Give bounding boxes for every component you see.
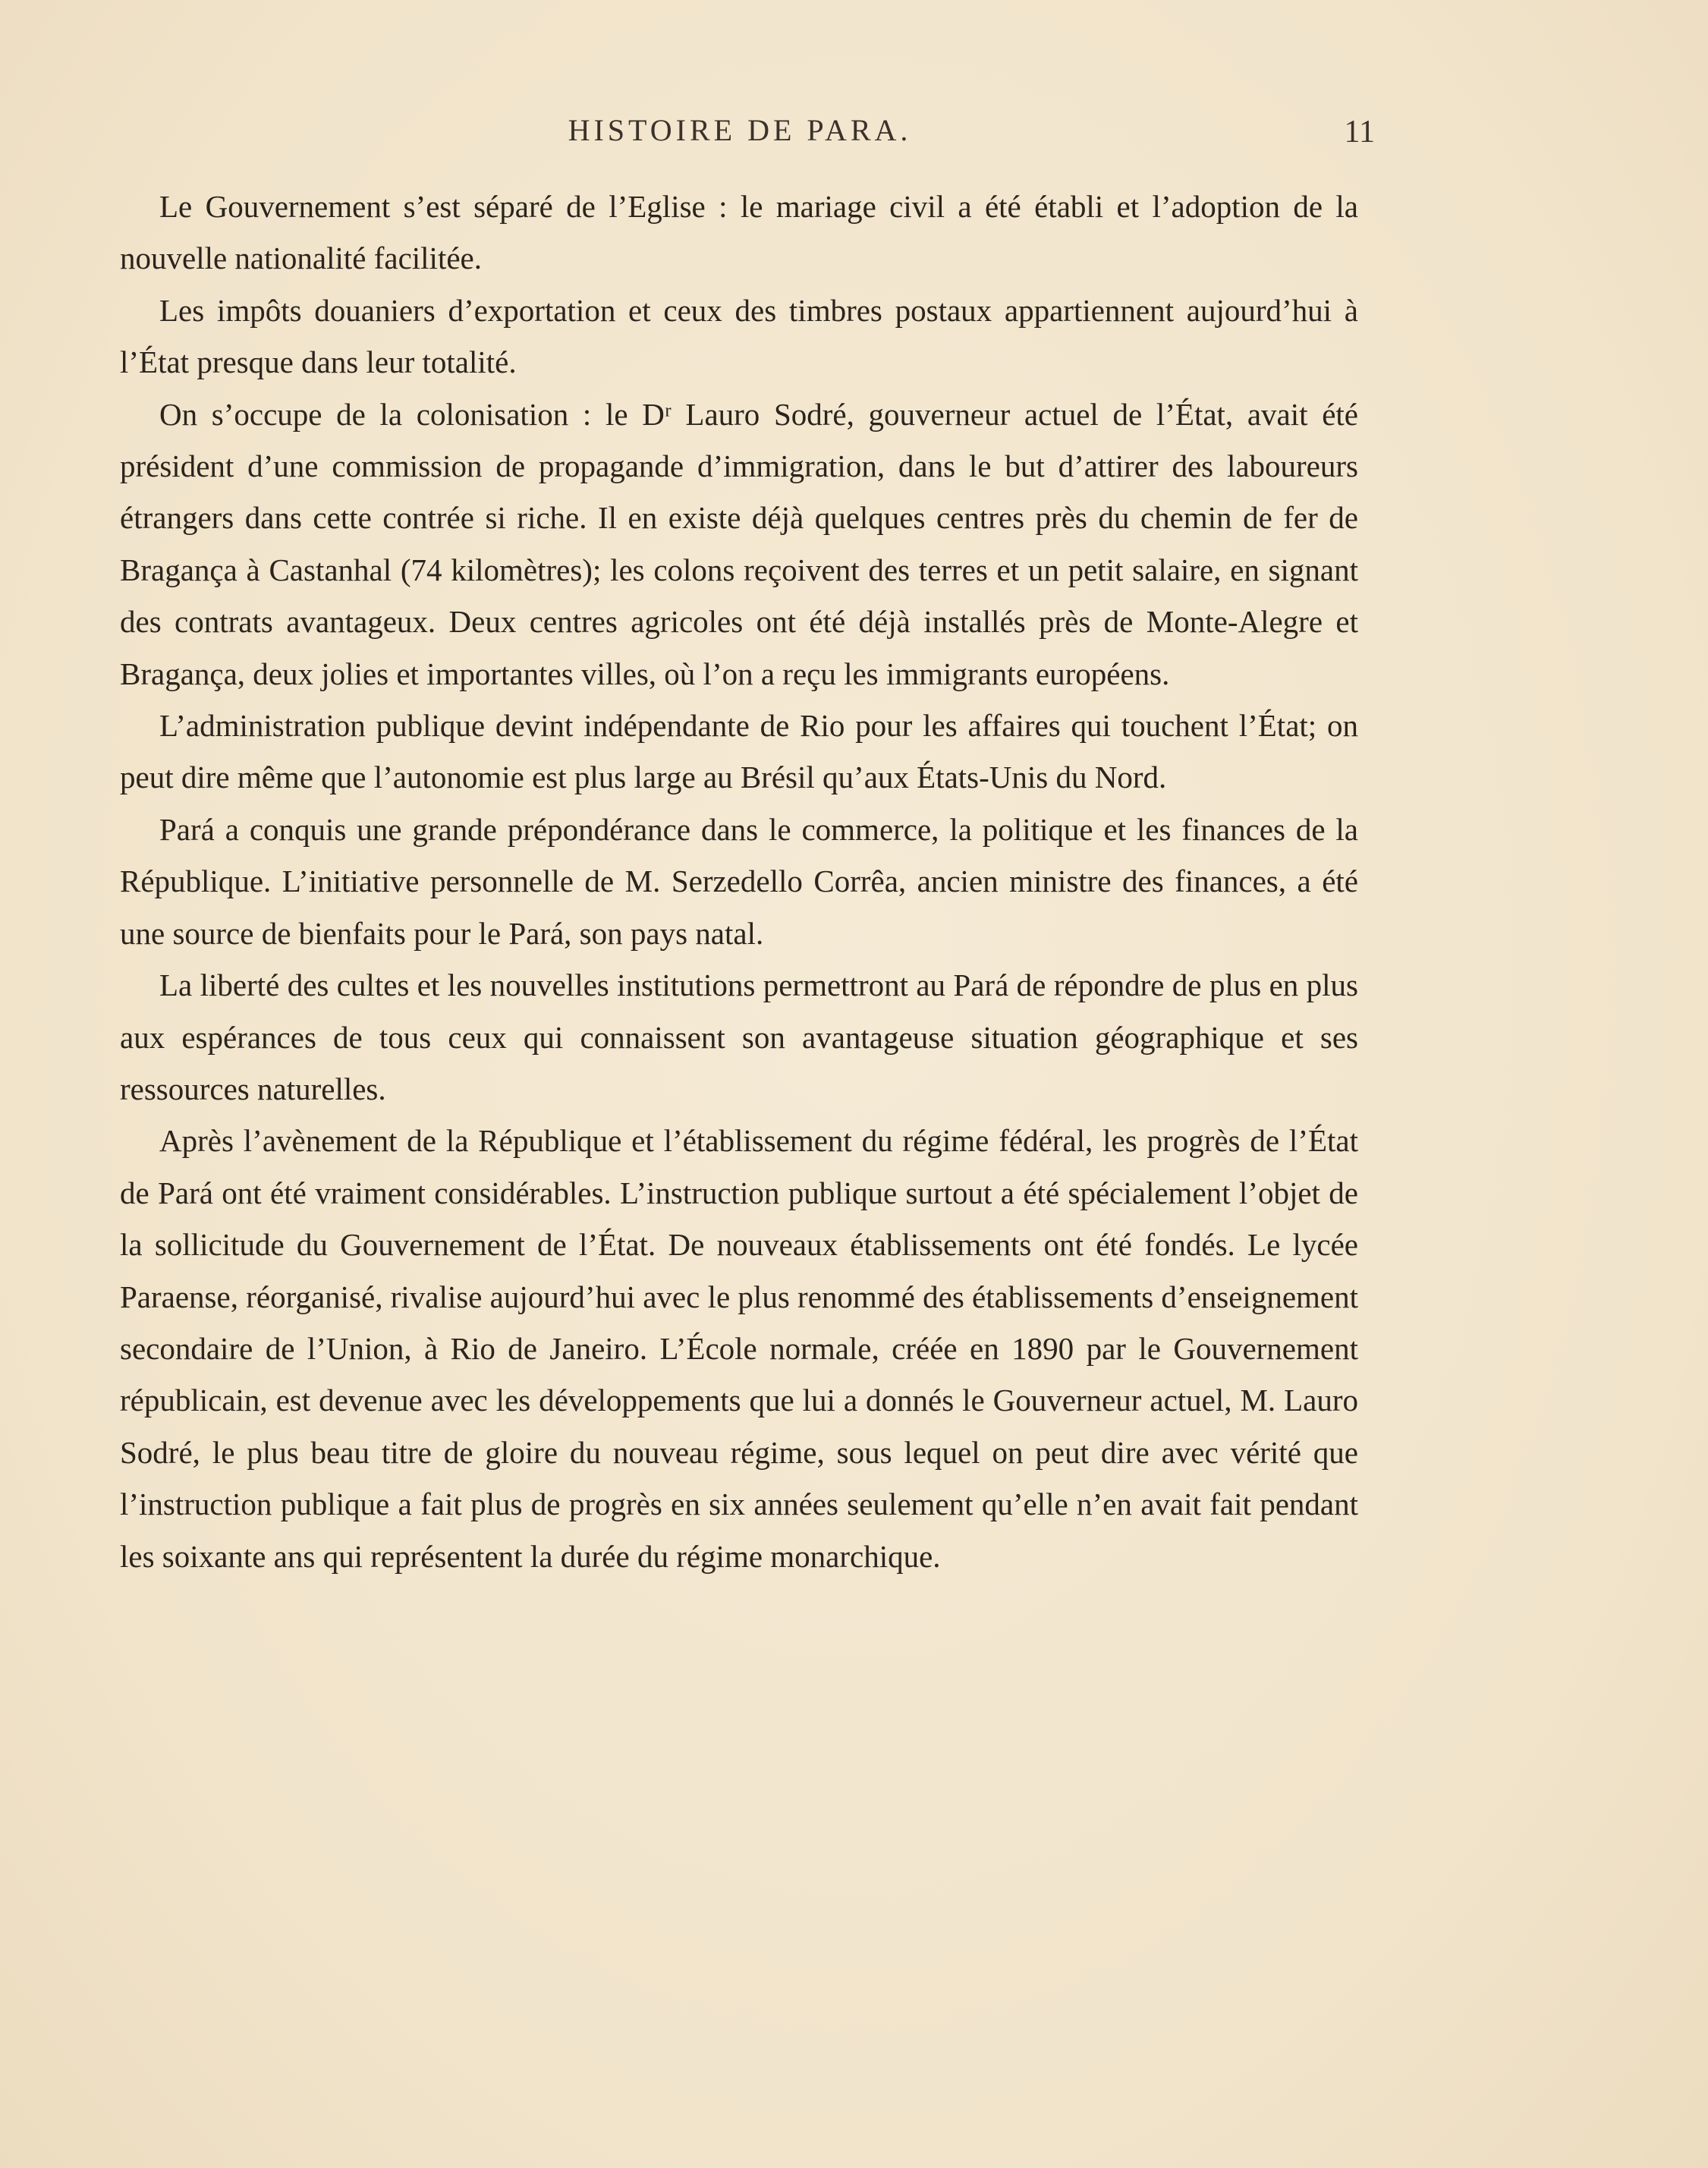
paragraph: Le Gouvernement s’est séparé de l’Eglise : le mariage civil a été établi et l’adoption de la nouvelle nationalité facilitée. [120,189,1358,276]
paragraph: On s’occupe de la colonisation : le Dʳ Lauro Sodré, gouverneur actuel de l’État, avait été président d’une commission de propagande d’immigration, dans le but d’attirer des laboureurs étrangers dans cette contrée si riche. Il en existe déjà quelques centres près du chemin de fer de Bragança à Castanhal (74 kilomètres); les colons reçoivent des terres et un petit salaire, en signant des contrats avantageux. Deux centres agricoles ont été déjà installés près de Monte-Alegre et Bragança, deux jolies et importantes villes, où l’on a reçu les immigrants européens. [120,396,1358,691]
paragraph: L’administration publique devint indépendante de Rio pour les affaires qui touchent l’État; on peut dire même que l’autonomie est plus large au Brésil qu’aux États-Unis du Nord. [120,708,1358,795]
running-head-title: HISTOIRE DE PARA. [568,113,912,147]
running-head [121,112,1375,158]
paragraph: La liberté des cultes et les nouvelles institutions permettront au Pará de répondre de plus en plus aux espérances de tous ceux qui connaissent son avantageuse situation géographique et ses ressources naturelles. [120,968,1358,1106]
body-text [120,181,1358,1582]
page-number: 11 [1344,115,1375,149]
paragraph: Les impôts douaniers d’exportation et ceux des timbres postaux appartiennent aujourd’hui à l’État presque dans leur totalité. [120,292,1358,380]
paragraph: Pará a conquis une grande prépondérance dans le commerce, la politique et les finances de la République. L’initiative personnelle de M. Serzedello Corrêa, ancien ministre des finances, a été une source de bienfaits pour le Pará, son pays natal. [120,811,1358,951]
paragraph: Après l’avènement de la République et l’établissement du régime fédéral, les progrès de l’État de Pará ont été vraiment considérables. L’instruction publique surtout a été spécialement l’objet de la sollicitude du Gouvernement de l’État. De nouveaux établissements ont été fondés. Le lycée Paraense, réorganisé, rivalise aujourd’hui avec le plus renommé des établissements d’enseignement secondaire de l’Union, à Rio de Janeiro. L’École normale, créée en 1890 par le Gouvernement républicain, est devenue avec les développements que lui a donnés le Gouverneur actuel, M. Lauro Sodré, le plus beau titre de gloire du nouveau régime, sous lequel on peut dire avec vérité que l’instruction publique a fait plus de progrès en six années seulement qu’elle n’en avait fait pendant les soixante ans qui représentent la durée du régime monarchique. [120,1123,1358,1574]
